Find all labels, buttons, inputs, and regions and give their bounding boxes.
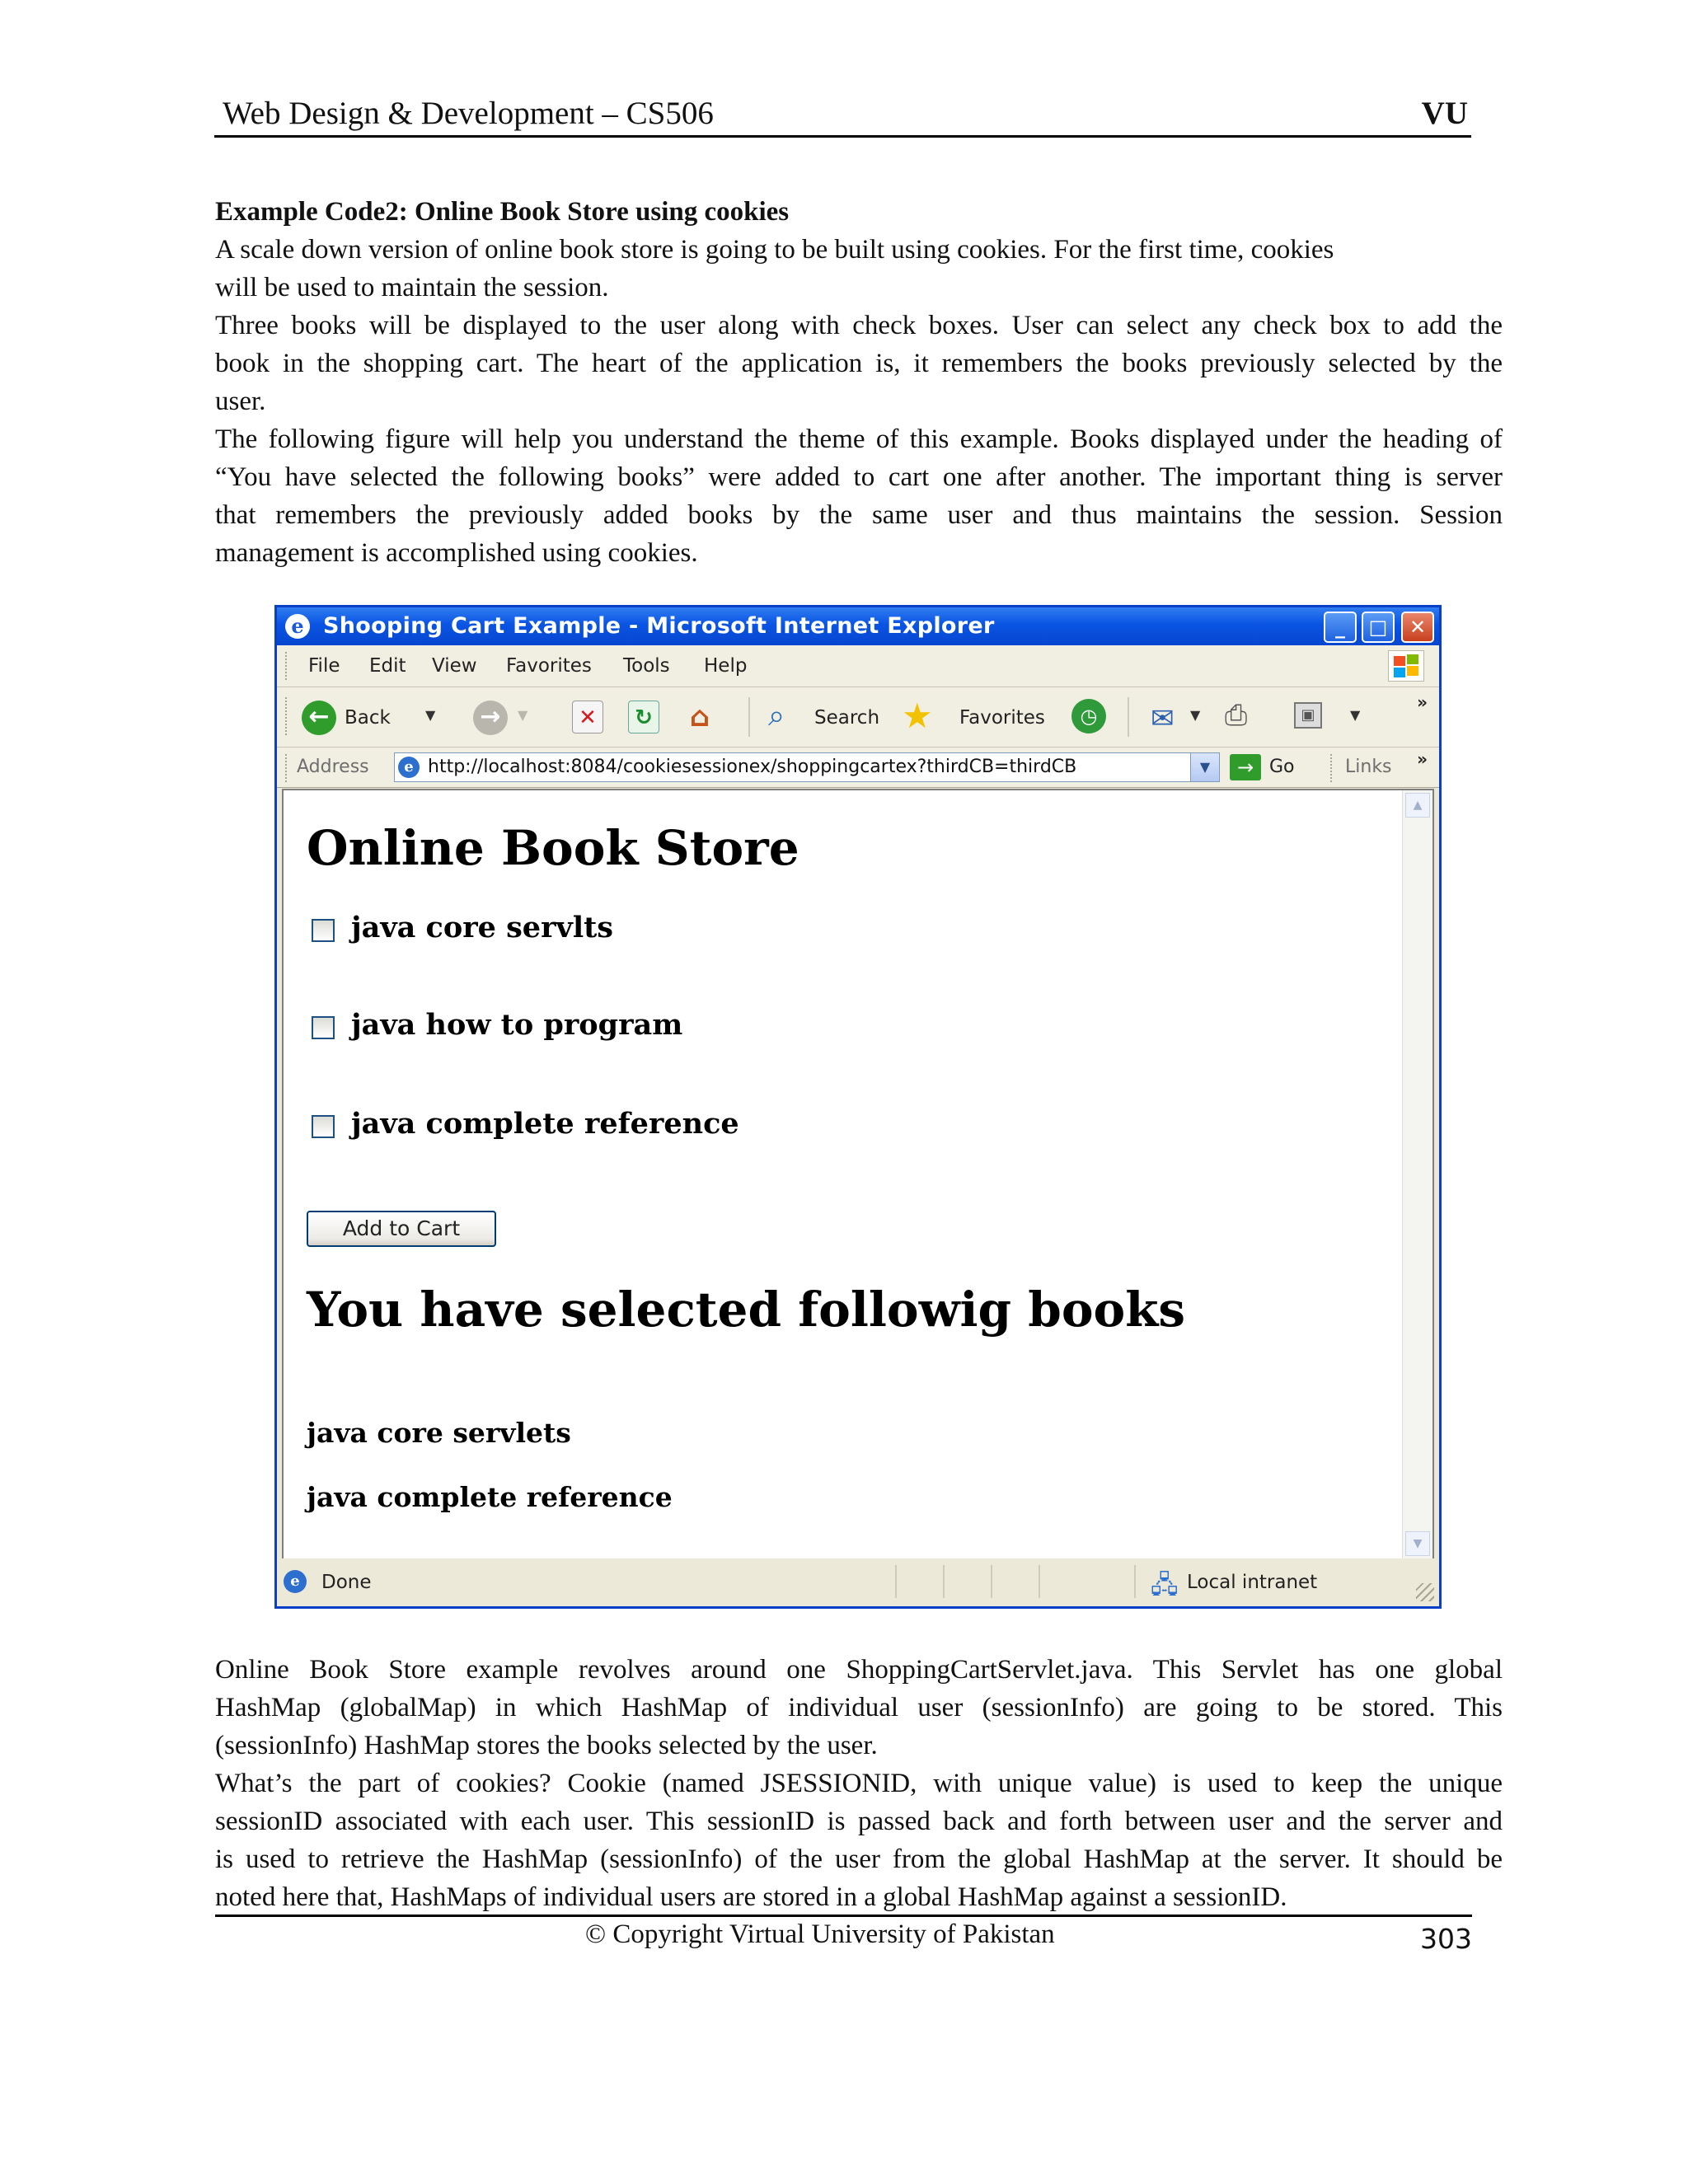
toolbar-grip [285,754,290,782]
menu-edit[interactable]: Edit [369,655,406,677]
resize-grip[interactable] [1416,1583,1434,1601]
mail-icon[interactable]: ✉ [1151,702,1175,735]
back-button-label[interactable]: Back [345,707,391,729]
status-panel-divider [1134,1565,1136,1598]
go-button-label[interactable]: Go [1269,757,1295,777]
edit-icon[interactable]: ▣ [1294,702,1322,729]
back-dropdown-icon[interactable]: ▼ [425,707,436,723]
address-dropdown-icon[interactable]: ▼ [1190,753,1219,781]
toolbar-separator [1128,697,1129,737]
menu-view[interactable]: View [432,655,477,677]
paragraph-line: user. [215,387,266,416]
menu-bar [277,645,1439,687]
selected-book: java core servlets [307,1417,571,1449]
print-icon[interactable]: ⎙ [1225,699,1248,732]
course-title: Web Design & Development – CS506 [223,96,714,131]
paragraph-line: will be used to maintain the session. [215,273,609,302]
selected-book: java complete reference [307,1481,673,1513]
window-title: Shooping Cart Example - Microsoft Internet Explorer [323,613,995,639]
title-bar [277,607,1439,645]
institution-mark: VU [1421,96,1468,131]
status-panel-divider [1039,1565,1040,1598]
status-bar [277,1558,1439,1606]
history-icon[interactable]: ◷ [1071,699,1106,733]
paragraph-line: noted here that, HashMaps of individual users are stored in a global HashMap against a sessionID. [215,1882,1287,1912]
home-icon[interactable]: ⌂ [689,701,710,733]
section-heading: Example Code2: Online Book Store using cookies [215,197,790,227]
edit-dropdown-icon[interactable]: ▼ [1350,707,1361,723]
selected-books-heading: You have selected followig books [307,1282,1186,1338]
book-label: java core servlts [351,911,614,944]
scroll-down-icon[interactable]: ▼ [1405,1531,1430,1556]
add-to-cart-button[interactable]: Add to Cart [307,1211,496,1247]
minimize-button[interactable]: _ [1324,612,1357,643]
status-panel-divider [991,1565,992,1598]
page-viewport [282,789,1434,1560]
store-title: Online Book Store [307,820,799,876]
local-intranet-icon: 🖧 [1151,1571,1179,1600]
close-button[interactable]: ✕ [1401,612,1434,643]
book-label: java complete reference [351,1107,739,1141]
paragraph-line: A scale down version of online book store is going to be built using cookies. For the first time, cookies [215,235,1334,265]
page-icon: e [398,757,420,778]
search-icon[interactable]: ⌕ [768,699,785,733]
forward-arrow-icon[interactable]: → [473,701,508,735]
search-button-label[interactable]: Search [814,707,880,729]
paragraph-line: sessionID associated with each user. This sessionID is passed back and forth between user and the server and [215,1807,1503,1836]
paragraph-line: (sessionInfo) HashMap stores the books selected by the user. [215,1731,878,1760]
mail-dropdown-icon[interactable]: ▼ [1190,707,1201,723]
refresh-icon[interactable]: ↻ [628,701,659,733]
browser-window [274,605,1442,1609]
stop-icon[interactable]: ✕ [572,701,603,733]
menu-favorites[interactable]: Favorites [506,655,592,677]
paragraph-line: management is accomplished using cookies. [215,538,698,568]
standard-toolbar [277,687,1439,748]
book-checkbox[interactable] [312,919,335,942]
paragraph-line: is used to retrieve the HashMap (sessionInfo) of the user from the global HashMap at the server. It should be [215,1844,1503,1874]
outro-section [215,1651,1503,1916]
url-input[interactable] [394,752,1220,782]
toolbar-grip [285,697,290,735]
menu-help[interactable]: Help [704,655,748,677]
book-checkbox[interactable] [312,1115,335,1138]
paragraph-line: Online Book Store example revolves around one ShoppingCartServlet.java. This Servlet has one global [215,1655,1503,1685]
toolbar-overflow-icon[interactable]: » [1417,692,1428,712]
intro-section [215,193,1503,572]
links-label[interactable]: Links [1345,757,1392,777]
url-text[interactable]: http://localhost:8084/cookiesessionex/shoppingcartex?thirdCB=thirdCB [428,757,1077,777]
status-panel-divider [895,1565,897,1598]
links-overflow-icon[interactable]: » [1417,749,1428,769]
back-arrow-icon[interactable]: ← [302,701,336,735]
paragraph-line: book in the shopping cart. The heart of the application is, it remembers the books previously selected by the [215,349,1503,378]
paragraph-line: HashMap (globalMap) in which HashMap of individual user (sessionInfo) are going to be stored. This [215,1693,1503,1722]
copyright-notice: © Copyright Virtual University of Pakistan [585,1919,1055,1949]
vertical-scrollbar[interactable] [1402,790,1432,1558]
book-checkbox[interactable] [312,1016,335,1039]
page-status-icon: e [284,1570,307,1593]
favorites-button-label[interactable]: Favorites [959,707,1045,729]
toolbar-separator [1330,754,1334,782]
security-zone-text: Local intranet [1187,1572,1318,1593]
page-number: 303 [1420,1923,1472,1955]
paragraph-line: “You have selected the following books” were added to cart one after another. The important thing is server [215,462,1503,492]
status-panel-divider [943,1565,945,1598]
page-header [214,97,1471,138]
ie-logo-icon: e [285,614,310,639]
toolbar-grip [285,652,290,680]
footer-rule [215,1915,1472,1917]
paragraph-line: Three books will be displayed to the user along with check boxes. User can select any check box to add the [215,311,1503,340]
maximize-button[interactable]: □ [1362,612,1395,643]
favorites-star-icon[interactable]: ★ [902,696,933,736]
address-label: Address [297,757,369,777]
status-text: Done [321,1572,372,1593]
menu-file[interactable]: File [308,655,340,677]
windows-logo-icon [1388,650,1424,682]
paragraph-line: The following figure will help you understand the theme of this example. Books displayed under the heading of [215,424,1503,454]
book-label: java how to program [351,1008,683,1042]
forward-dropdown-icon[interactable]: ▼ [518,707,528,723]
menu-tools[interactable]: Tools [623,655,670,677]
toolbar-separator [748,697,750,737]
scroll-up-icon[interactable]: ▲ [1405,793,1430,818]
paragraph-line: What’s the part of cookies? Cookie (named JSESSIONID, with unique value) is used to keep the unique [215,1769,1503,1798]
address-bar [277,748,1439,788]
go-arrow-icon[interactable]: → [1230,754,1261,780]
paragraph-line: that remembers the previously added books by the same user and thus maintains the session. Session [215,500,1503,530]
